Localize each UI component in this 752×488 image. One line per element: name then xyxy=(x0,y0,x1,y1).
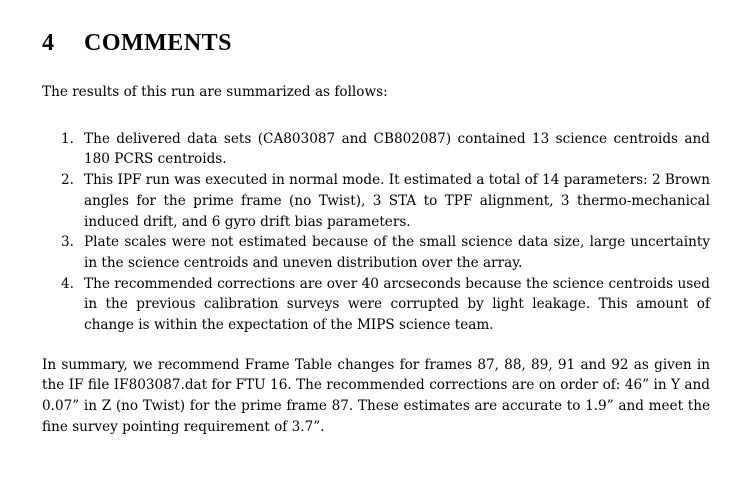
list-item xyxy=(42,129,710,170)
list-item-text: The delivered data sets (CA803087 and CB802087) contained 13 science centroids and 180 PCRS centroids. xyxy=(84,130,710,168)
list-item-number: 4. xyxy=(61,275,74,292)
list-item-text: Plate scales were not estimated because of the small science data size, large uncertainty in the science centroids and uneven distribution over the array. xyxy=(84,234,710,271)
intro-paragraph: The results of this run are summarized as follows: xyxy=(42,84,388,100)
list-item-number: 1. xyxy=(61,130,74,147)
summary-paragraph: In summary, we recommend Frame Table changes for frames 87, 88, 89, 91 and 92 as given in the IF file IF803087.dat for FTU 16. The recommended corrections are on order of: 46” in Y and 0.07” in Z (no Twist) for the prime frame 87. These estimates are accurate to 1.9” and meet the fine survey pointing requirement of 3.7”. xyxy=(42,356,710,435)
section-number: 4 xyxy=(42,30,55,56)
list-item-text: This IPF run was executed in normal mode. It estimated a total of 14 parameters: 2 Brown angles for the prime frame (no Twist), 3 STA to TPF alignment, 3 thermo-mechanical induced drift, and 6 gyro drift bias parameters. xyxy=(84,172,710,230)
list-item-number: 3. xyxy=(61,234,74,251)
list-item-text: The recommended corrections are over 40 arcseconds because the science centroids used in the previous calibration surveys were corrupted by light leakage. This amount of change is within the expectation of the MIPS science team. xyxy=(84,275,710,334)
results-list xyxy=(42,129,710,336)
list-item xyxy=(42,232,710,273)
section-heading xyxy=(42,28,710,58)
list-item-number: 2. xyxy=(61,172,74,189)
section-title: COMMENTS xyxy=(84,30,232,56)
list-item xyxy=(42,170,710,232)
document-page xyxy=(42,28,710,451)
list-item xyxy=(42,274,710,336)
